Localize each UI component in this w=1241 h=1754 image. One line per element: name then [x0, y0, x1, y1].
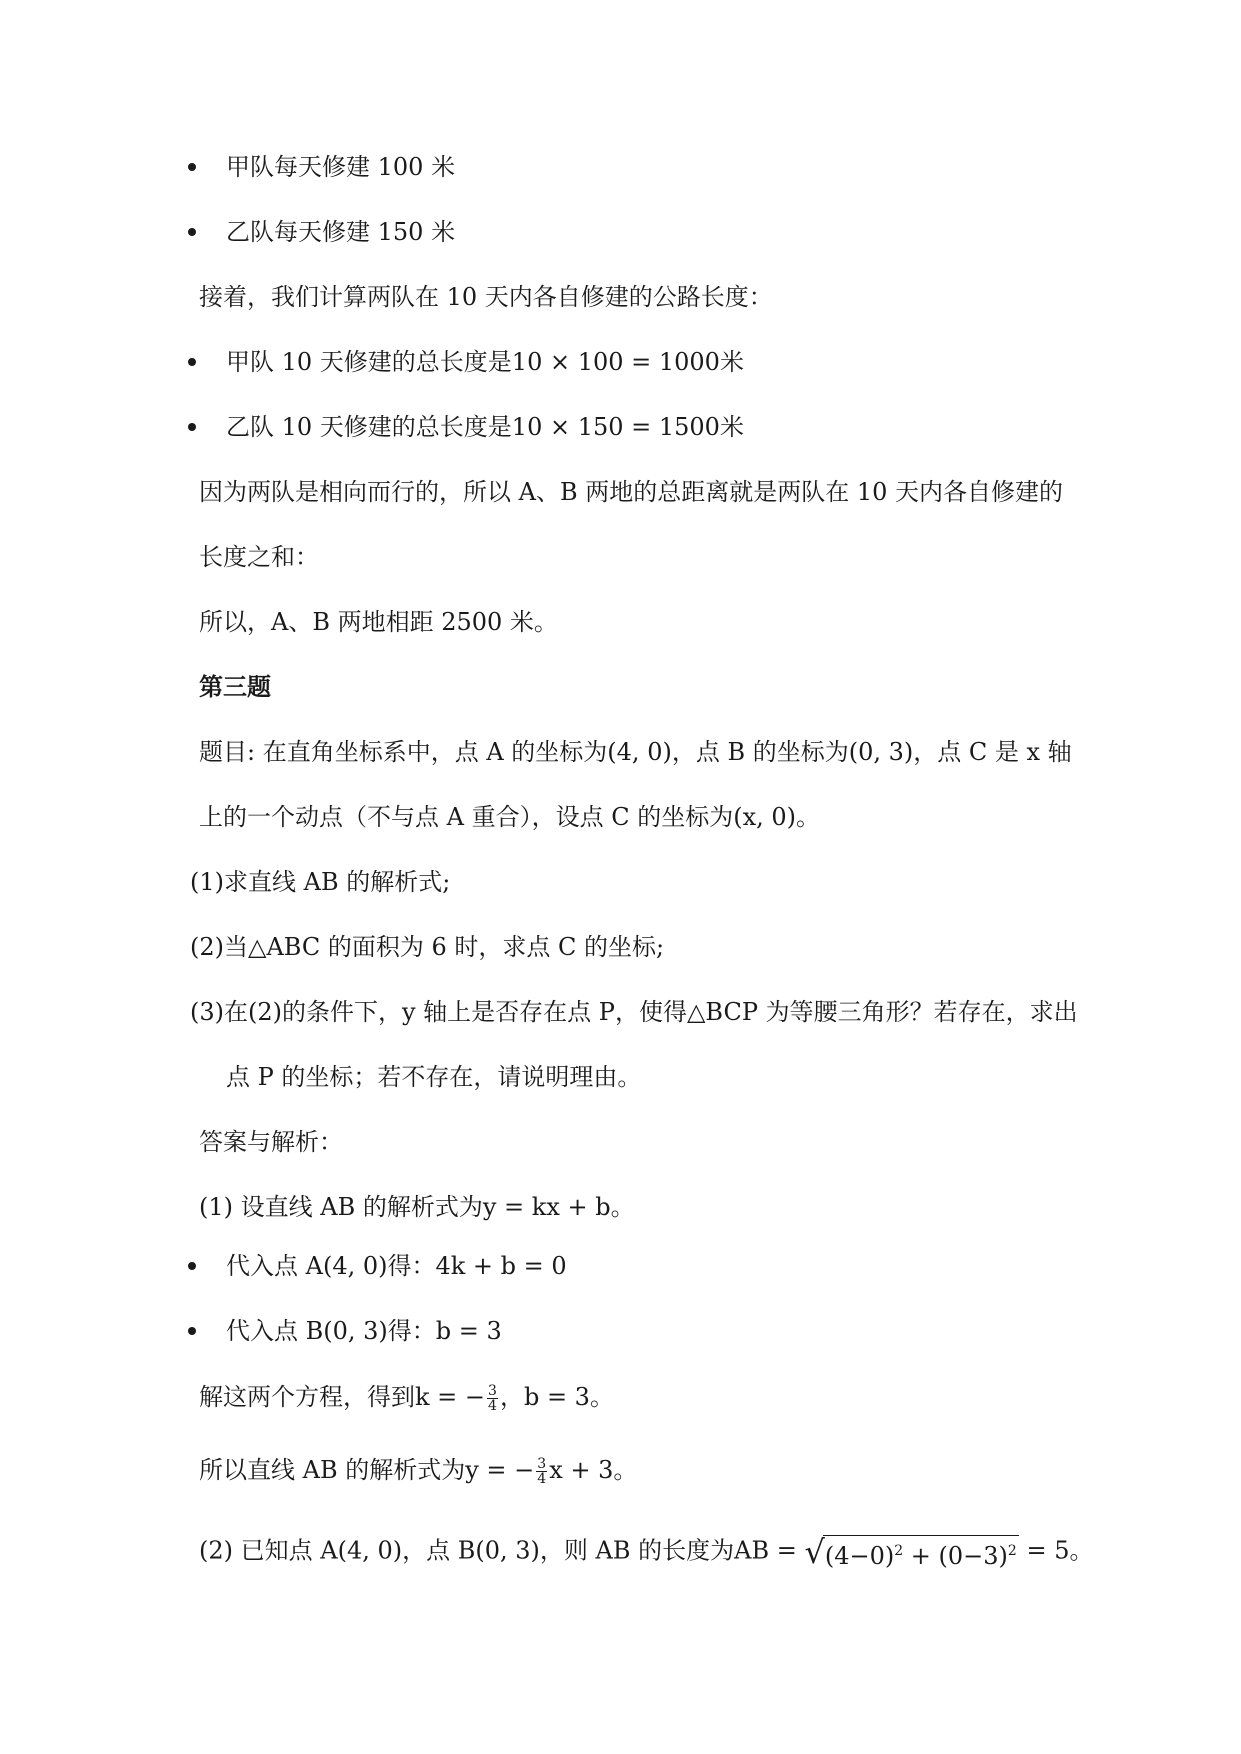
paragraph: 长度之和： — [199, 543, 319, 571]
fraction-denominator: 4 — [537, 1471, 547, 1487]
paragraph: (1) 设直线 AB 的解析式为y = kx + b。 — [199, 1193, 635, 1221]
list-item: 代入点 A(4, 0)得：4k + b = 0 — [226, 1252, 567, 1280]
list-item: 乙队每天修建 150 米 — [226, 218, 456, 246]
text-span: 所以直线 AB 的解析式为y = − — [199, 1456, 535, 1484]
question-item: (3)在(2)的条件下，y 轴上是否存在点 P，使得△BCP 为等腰三角形？若存在，求出 — [190, 998, 1078, 1026]
text-span: (4−0) — [824, 1542, 895, 1570]
list-item: 甲队每天修建 100 米 — [226, 153, 456, 181]
fraction — [487, 1384, 498, 1413]
bullet-icon — [188, 1262, 196, 1270]
question-item: (1)求直线 AB 的解析式; — [190, 868, 451, 896]
paragraph — [199, 1455, 637, 1485]
text-span: x + 3。 — [549, 1456, 638, 1484]
question-item: 点 P 的坐标；若不存在，请说明理由。 — [226, 1063, 642, 1091]
square-root — [804, 1535, 1018, 1569]
bullet-icon — [188, 1327, 196, 1335]
text-span: (2) 已知点 A(4, 0)，点 B(0, 3)，则 AB 的长度为AB = — [199, 1536, 805, 1565]
bullet-icon — [188, 358, 196, 366]
paragraph — [199, 1533, 1094, 1571]
bullet-icon — [188, 163, 196, 171]
bullet-icon — [188, 423, 196, 431]
list-item: 甲队 10 天修建的总长度是10 × 100 = 1000米 — [226, 348, 744, 376]
paragraph: 上的一个动点（不与点 A 重合），设点 C 的坐标为(x, 0)。 — [199, 803, 820, 831]
text-span: = 5。 — [1018, 1536, 1094, 1565]
fraction-denominator: 4 — [488, 1398, 497, 1414]
paragraph: 因为两队是相向而行的，所以 A、B 两地的总距离就是两队在 10 天内各自修建的 — [199, 478, 1064, 506]
text-span: 解这两个方程，得到k = − — [199, 1383, 486, 1411]
section-heading: 第三题 — [199, 672, 271, 701]
superscript: 2 — [894, 1543, 904, 1559]
fraction — [536, 1457, 547, 1486]
paragraph — [199, 1382, 614, 1412]
radicand — [823, 1535, 1019, 1569]
paragraph: 题目: 在直角坐标系中，点 A 的坐标为(4, 0)，点 B 的坐标为(0, 3)，点 C 是 x 轴 — [199, 738, 1072, 766]
superscript: 2 — [1007, 1543, 1017, 1559]
bullet-icon — [188, 228, 196, 236]
question-item: (2)当△ABC 的面积为 6 时，求点 C 的坐标; — [190, 933, 665, 961]
list-item: 乙队 10 天修建的总长度是10 × 150 = 1500米 — [226, 413, 744, 441]
list-item: 代入点 B(0, 3)得：b = 3 — [226, 1317, 502, 1345]
paragraph: 接着，我们计算两队在 10 天内各自修建的公路长度： — [199, 283, 773, 311]
fraction-numerator: 3 — [537, 1456, 547, 1472]
paragraph: 答案与解析： — [199, 1128, 343, 1156]
paragraph: 所以，A、B 两地相距 2500 米。 — [199, 608, 558, 636]
fraction-numerator: 3 — [488, 1383, 497, 1399]
text-span: + (0−3) — [903, 1542, 1008, 1570]
radical-icon: √ — [804, 1533, 825, 1571]
text-span: ，b = 3。 — [499, 1383, 614, 1411]
